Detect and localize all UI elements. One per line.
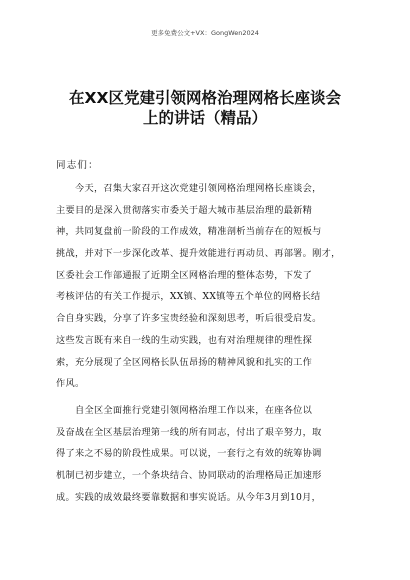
text-line: 今天，召集大家召开这次党建引领网格治理网格长座谈会， bbox=[56, 183, 322, 194]
text-line: 神，共同复盘前一阶段的工作成效，精准剖析当前存在的短板与 bbox=[56, 226, 322, 238]
text-line: 区委社会工作部通报了近期全区网格治理的整体态势，下发了 bbox=[56, 269, 313, 281]
text-line: 主要目的是深入贯彻落实市委关于超大城市基层治理的最新精 bbox=[56, 204, 313, 216]
greeting: 同志们： bbox=[56, 160, 99, 171]
text-line: 自全区全面推行党建引领网格治理工作以来，在座各位以 bbox=[56, 404, 313, 416]
text-line: 成。实践的成效最终要靠数据和事实说话。从今年3月到10月， bbox=[56, 491, 322, 503]
text-line: 合自身实践，分享了许多宝贵经验和深刻思考，听后很受启发。 bbox=[56, 313, 322, 325]
text-line: 得了来之不易的阶段性成果。可以说，一套行之有效的统筹协调 bbox=[56, 448, 322, 460]
page-header-watermark: 更多免费公文+VX：GongWen2024 bbox=[151, 29, 259, 37]
title-line-1: 在XX区党建引领网格治理网格长座谈会 bbox=[69, 89, 341, 107]
paragraph-2 bbox=[56, 400, 360, 508]
text-line: 挑战，并对下一步深化改革、提升效能进行再动员、再部署。刚才， bbox=[56, 248, 341, 260]
paragraph-1 bbox=[56, 178, 360, 395]
text-line: 及奋战在全区基层治理第一线的所有同志，付出了艰辛努力，取 bbox=[56, 426, 322, 438]
text-line: 这些发言既有来自一线的生动实践，也有对治理规律的理性探 bbox=[56, 334, 313, 346]
text-line: 索，充分展现了全区网格长队伍昂扬的精神风貌和扎实的工作 bbox=[56, 356, 313, 368]
title-line-2: 上的讲话（精品） bbox=[142, 109, 267, 127]
text-line: 考核评估的有关工作提示，XX镇、XX镇等五个单位的网格长结 bbox=[56, 291, 321, 303]
document-title bbox=[40, 88, 370, 128]
document-body bbox=[56, 178, 360, 508]
text-line: 机制已初步建立，一个条块结合、协同联动的治理格局正加速形 bbox=[56, 469, 322, 481]
text-line: 作风。 bbox=[56, 378, 85, 390]
